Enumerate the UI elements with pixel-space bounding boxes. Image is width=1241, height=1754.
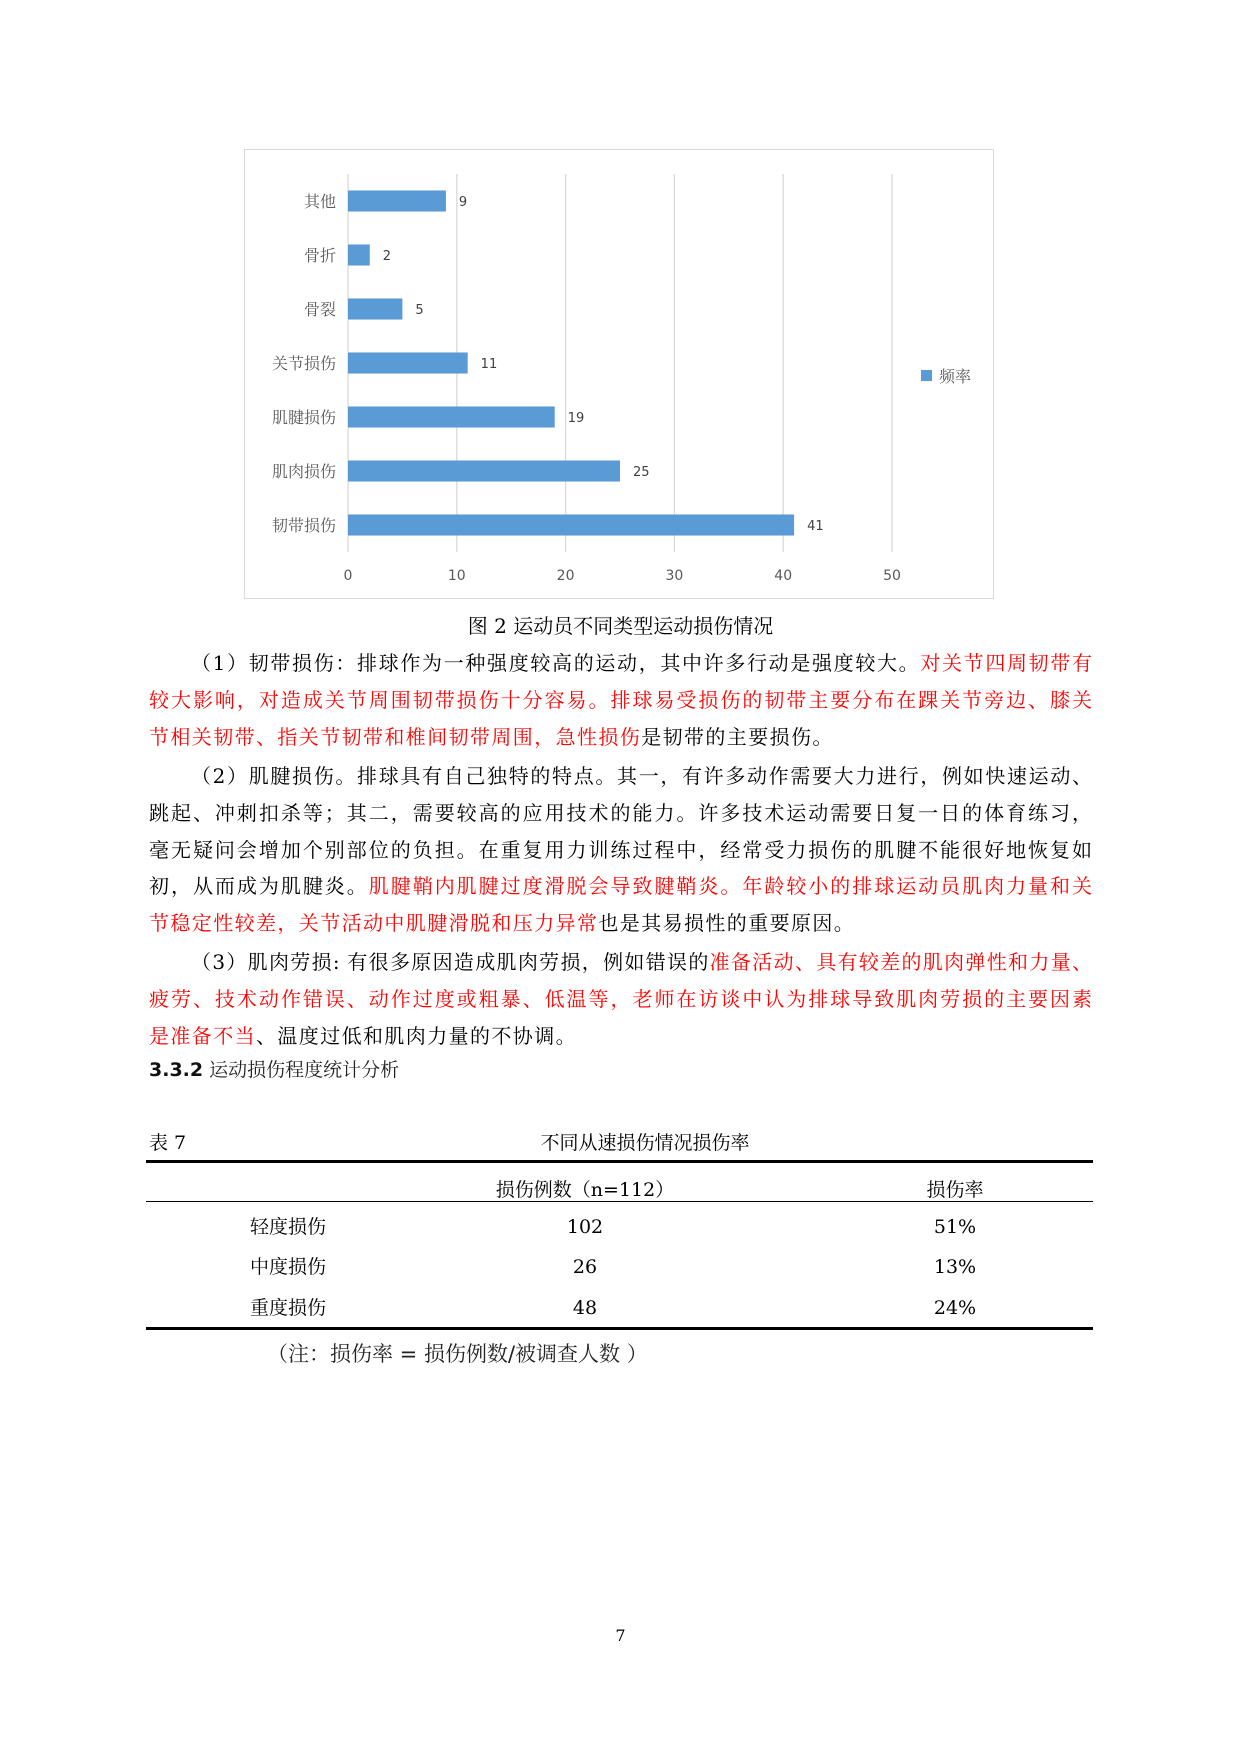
paragraph-line	[149, 835, 1092, 865]
highlighted-text: 节稳定性较差，关节活动中肌腱滑脱和压力异常	[149, 911, 599, 936]
bar-关节损伤	[348, 352, 468, 373]
data-label: 11	[480, 357, 498, 372]
x-tick-label: 0	[343, 568, 353, 584]
x-tick-label: 50	[883, 568, 901, 584]
x-tick-label: 20	[556, 568, 575, 584]
paragraph-line	[191, 947, 1092, 977]
bar-骨裂	[348, 298, 402, 319]
paragraph-line	[149, 798, 1092, 828]
table-cell-rate: 24%	[933, 1297, 977, 1319]
table-note: （注：损伤率 = 损伤例数/被调查人数 ）	[267, 1342, 648, 1366]
paragraph-line	[149, 908, 1092, 938]
paragraph-line	[149, 871, 1092, 901]
table-header-rule	[146, 1201, 1093, 1202]
bar-其他	[348, 190, 446, 211]
section-number: 3.3.2	[149, 1059, 204, 1081]
highlighted-text: 肌腱鞘内肌腱过度滑脱会导致腱鞘炎。年龄较小的排球运动员肌肉力量和关	[368, 874, 1093, 899]
table-label: 表 7	[149, 1132, 187, 1154]
table-header-rate: 损伤率	[926, 1179, 984, 1201]
paragraph-line	[191, 648, 1092, 678]
y-category-label: 骨折	[303, 246, 336, 265]
highlighted-text: 较大影响，对造成关节周围韧带损伤十分容易。排球易受损伤的韧带主要分布在踝关节旁边、膝关	[149, 687, 1092, 712]
highlighted-text: 对关节四周韧带有	[920, 651, 1092, 675]
data-label: 41	[807, 519, 824, 534]
table-top-rule	[146, 1160, 1093, 1163]
table-cell-label: 中度损伤	[250, 1256, 327, 1278]
y-category-label: 骨裂	[303, 300, 336, 319]
highlighted-text: 准备活动、具有较差的肌肉弹性和力量、	[709, 950, 1093, 974]
table-title: 不同从速损伤情况损伤率	[540, 1132, 750, 1154]
highlighted-text: 疲劳、技术动作错误、动作过度或粗暴、低温等，老师在访谈中认为排球导致肌肉劳损的主要因素	[149, 986, 1092, 1011]
table-cell-label: 重度损伤	[250, 1297, 327, 1319]
paragraph-line	[149, 685, 1092, 715]
x-tick-label: 40	[774, 568, 793, 584]
section-heading	[149, 1055, 399, 1085]
x-tick-label: 30	[665, 568, 684, 584]
data-label: 2	[382, 249, 392, 264]
body-text-segment: 是韧带的主要损伤。	[641, 724, 834, 749]
table-header-count: 损伤例数（n=112）	[495, 1179, 675, 1201]
y-category-label: 关节损伤	[271, 354, 336, 373]
body-text-segment: 也是其易损性的重要原因。	[598, 911, 856, 936]
table-cell-rate: 13%	[933, 1256, 977, 1278]
table-cell-label: 轻度损伤	[250, 1216, 327, 1238]
body-text-segment: 跳起、冲刺扣杀等；其二，需要较高的应用技术的能力。许多技术运动需要日复一日的体育练习，	[149, 800, 1092, 825]
body-text-segment: 毫无疑问会增加个别部位的负担。在重复用力训练过程中，经常受力损伤的肌腱不能很好地恢复如	[149, 837, 1092, 862]
bar-骨折	[348, 244, 370, 265]
legend-swatch	[921, 370, 932, 381]
data-label: 9	[458, 195, 468, 210]
table-cell-count: 26	[572, 1256, 598, 1278]
table-cell-rate: 51%	[933, 1216, 977, 1238]
paragraph-line	[191, 761, 1092, 791]
x-tick-label: 10	[447, 568, 466, 584]
table-cell-count: 102	[566, 1216, 604, 1238]
body-text-segment: （3）肌肉劳损: 有很多原因造成肌肉劳损，例如错误的	[191, 950, 710, 974]
body-text-segment: （1）韧带损伤：排球作为一种强度较高的运动，其中许多行动是强度较大。	[191, 651, 921, 675]
y-category-label: 其他	[303, 192, 336, 211]
body-text-segment: 初，从而成为肌腱炎。	[149, 874, 369, 899]
body-text-segment: 、温度过低和肌肉力量的不协调。	[256, 1023, 577, 1048]
figure-caption: 图 2 运动员不同类型运动损伤情况	[467, 614, 774, 638]
bar-韧带损伤	[348, 514, 794, 535]
highlighted-text: 节相关韧带、指关节韧带和椎间韧带周围，急性损伤	[149, 724, 642, 749]
legend-label: 频率	[939, 367, 972, 386]
paragraph-line	[149, 1021, 1092, 1051]
page-number: 7	[615, 1626, 626, 1645]
data-label: 19	[567, 411, 585, 426]
section-title: 运动损伤程度统计分析	[209, 1059, 400, 1081]
data-label: 25	[633, 465, 650, 480]
paragraph-line	[149, 722, 1092, 752]
bar-肌腱损伤	[348, 406, 555, 427]
y-category-label: 肌腱损伤	[271, 408, 336, 427]
bar-肌肉损伤	[348, 460, 620, 481]
bar-chart	[245, 150, 993, 598]
y-category-label: 韧带损伤	[271, 516, 336, 535]
data-label: 5	[415, 303, 424, 318]
table-bottom-rule	[146, 1327, 1093, 1330]
y-category-label: 肌肉损伤	[271, 462, 336, 481]
paragraph-line	[149, 984, 1092, 1014]
table-cell-count: 48	[572, 1297, 598, 1319]
body-text-segment: （2）肌腱损伤。排球具有自己独特的特点。其一，有许多动作需要大力进行，例如快速运动、	[191, 764, 1092, 788]
chart-figure	[244, 149, 994, 599]
highlighted-text: 是准备不当	[149, 1023, 256, 1048]
